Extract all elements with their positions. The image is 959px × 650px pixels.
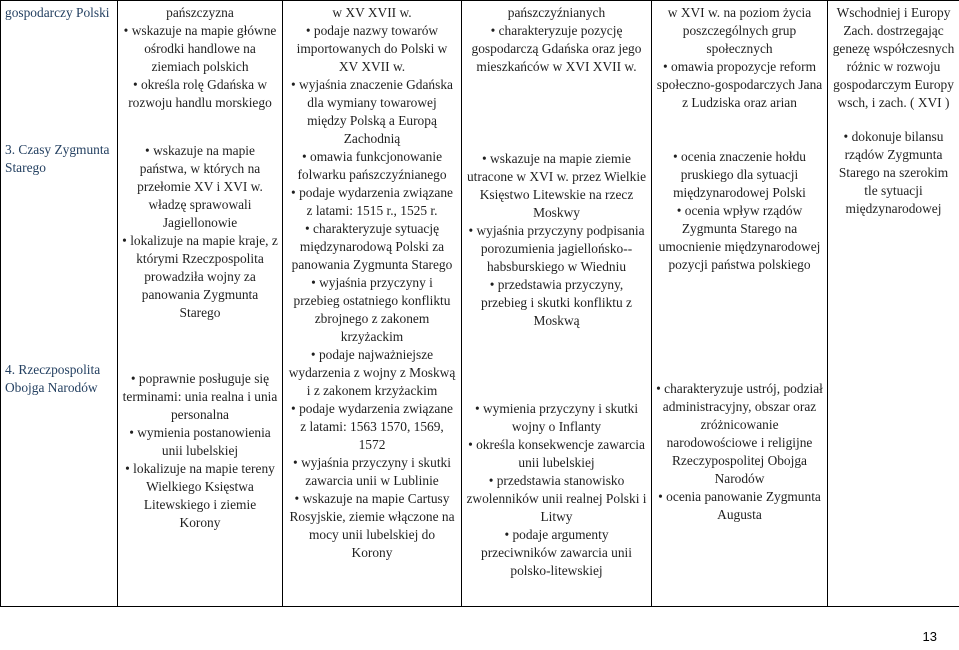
list-item: • charakteryzuje ustrój, podział administracyjny, obszar oraz zróżnicowanie narodowościowe i religijne Rzeczypospolitej Obojga Narodów xyxy=(656,381,823,486)
requirements-col-4 xyxy=(462,1,652,607)
requirements-col-6 xyxy=(828,1,959,607)
list-item: pańszczyźnianych xyxy=(507,5,606,20)
list-item: • omawia propozycje reform społeczno-gospodarczych Jana z Ludziska oraz arian xyxy=(656,59,823,110)
list-item: pańszczyzna xyxy=(166,5,234,20)
list-item: • lokalizuje na mapie kraje, z którymi Rzeczpospolita prowadziła wojny za panowania Zygmunta Starego xyxy=(122,233,278,320)
list-item: w XVI w. na poziom życia poszczególnych grup społecznych xyxy=(667,5,812,56)
list-item: • ocenia znaczenie hołdu pruskiego dla sytuacji międzynarodowej Polski xyxy=(673,149,806,200)
list-item: • podaje argumenty przeciwników zawarcia unii polsko-litewskiej xyxy=(481,527,632,578)
list-item: Wschodniej i Europy Zach. dostrzegając genezę współczesnych różnic w rozwoju gospodarczym Europy wsch, i zach. ( XVI ) xyxy=(832,5,955,110)
list-item: • poprawnie posługuje się terminami: unia realna i unia personalna xyxy=(122,371,278,422)
list-item: • podaje najważniejsze wydarzenia z wojny z Moskwą i z zakonem krzyżackim xyxy=(288,347,456,398)
list-item: • lokalizuje na mapie tereny Wielkiego Księstwa Litewskiego i ziemie Korony xyxy=(125,461,275,530)
list-item: • wskazuje na mapie główne ośrodki handlowe na ziemiach polskich xyxy=(123,23,277,74)
list-item: w XV XVII w. xyxy=(332,5,412,20)
list-item: • ocenia panowanie Zygmunta Augusta xyxy=(658,489,821,522)
table-row xyxy=(1,1,959,607)
list-item: • wyjaśnia przyczyny i skutki zawarcia unii w Lublinie xyxy=(293,455,451,488)
list-item: • wskazuje na mapie ziemie utracone w XVI w. przez Wielkie Księstwo Litewskie na rzecz Moskwy xyxy=(466,151,647,220)
list-item: • wskazuje na mapie Cartusy Rosyjskie, ziemie włączone na mocy unii lubelskiej do Korony xyxy=(289,491,455,560)
list-item: • wyjaśnia przyczyny podpisania porozumienia jagiellońsko--habsburskiego w Wiedniu xyxy=(468,223,645,274)
list-item: • wymienia przyczyny i skutki wojny o Inflanty xyxy=(474,401,639,434)
requirements-col-2 xyxy=(118,1,283,607)
list-item: • przedstawia stanowisko zwolenników unii realnej Polski i Litwy xyxy=(466,473,647,524)
page-number: 13 xyxy=(922,629,937,644)
topic-4: 4. Rzeczpospolita Obojga Narodów xyxy=(5,362,101,395)
list-item: • podaje wydarzenia związane z latami: 1563 1570, 1569, 1572 xyxy=(291,401,453,452)
list-item: • przedstawia przyczyny, przebieg i skutki konfliktu z Moskwą xyxy=(481,277,632,328)
topic-continued: gospodarczy Polski xyxy=(5,5,110,20)
list-item: • podaje wydarzenia związane z latami: 1515 r., 1525 r. xyxy=(291,185,453,218)
list-item: • charakteryzuje sytuację międzynarodową Polski za panowania Zygmunta Starego xyxy=(291,221,453,272)
list-item: • wskazuje na mapie państwa, w których na przełomie XV i XVI w. władzę sprawowali Jagiellonowie xyxy=(137,143,263,230)
list-item: • podaje nazwy towarów importowanych do Polski w XV XVII w. xyxy=(296,23,448,74)
list-item: • omawia funkcjonowanie folwarku pańszczyźnianego xyxy=(297,149,447,182)
requirements-col-3 xyxy=(283,1,462,607)
list-item: • charakteryzuje pozycję gospodarczą Gdańska oraz jego mieszkańców w XVI XVII w. xyxy=(471,23,642,74)
list-item: • dokonuje bilansu rządów Zygmunta Starego na szerokim tle sytuacji międzynarodowej xyxy=(838,129,949,216)
list-item: • wyjaśnia znaczenie Gdańska dla wymiany towarowej między Polską a Europą Zachodnią xyxy=(291,77,453,146)
list-item: • określa konsekwencje zawarcia unii lubelskiej xyxy=(468,437,645,470)
topic-3: 3. Czasy Zygmunta Starego xyxy=(5,142,110,175)
list-item: • określa rolę Gdańska w rozwoju handlu morskiego xyxy=(128,77,272,110)
list-item: • wymienia postanowienia unii lubelskiej xyxy=(129,425,271,458)
requirements-col-5 xyxy=(652,1,828,607)
topic-column xyxy=(1,1,118,607)
list-item: • wyjaśnia przyczyny i przebieg ostatniego konfliktu zbrojnego z zakonem krzyżackim xyxy=(293,275,451,344)
list-item: • ocenia wpływ rządów Zygmunta Starego na umocnienie międzynarodowej pozycji państwa polskiego xyxy=(658,203,821,272)
